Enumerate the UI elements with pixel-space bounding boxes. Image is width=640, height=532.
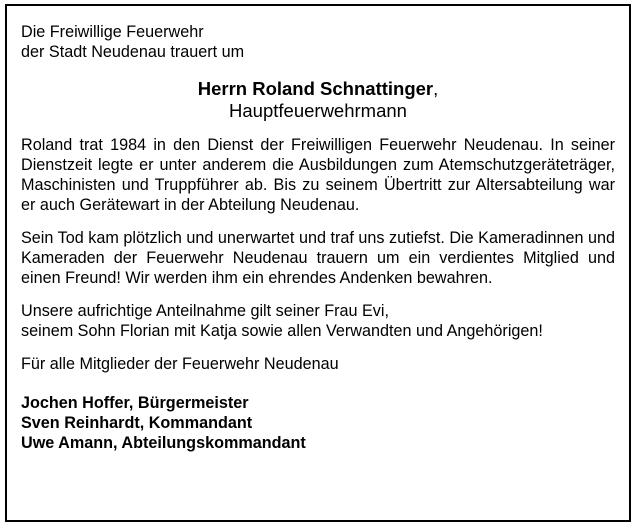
deceased-rank: Hauptfeuerwehrmann	[229, 100, 407, 121]
signatory-section-commander: Uwe Amann, Abteilungskommandant	[21, 434, 306, 452]
intro-line-2: der Stadt Neudenau trauert um	[21, 43, 245, 61]
closing-line: Für alle Mitglieder der Feuerwehr Neudenau	[21, 355, 339, 373]
deceased-heading	[21, 78, 615, 122]
condolence-text	[21, 301, 615, 341]
mourning-paragraph: Sein Tod kam plötzlich und unerwartet und traf uns zutiefst. Die Kameradinnen und Kameraden der Feuerwehr Neudenau trauern um ein verdientes Mitglied und einen Freund! Wir werden ihm ein ehrendes Andenken bewahren.	[21, 229, 615, 287]
intro-text	[21, 22, 615, 62]
biography-paragraph: Roland trat 1984 in den Dienst der Freiwilligen Feuerwehr Neudenau. In seiner Dienstzeit legte er unter anderem die Ausbildungen zum Atemschutzgeräteträger, Maschinisten und Truppführer ab. Bis zu seinem Übertritt zur Altersabteilung war er auch Gerätewart in der Abteilung Neudenau.	[21, 136, 615, 214]
deceased-name-comma: ,	[433, 78, 439, 99]
obituary-notice	[5, 4, 631, 522]
signatories	[21, 393, 615, 453]
signatory-mayor: Jochen Hoffer, Bürgermeister	[21, 394, 249, 412]
condolence-line-2: seinem Sohn Florian mit Katja sowie allen Verwandten und Angehörigen!	[21, 322, 543, 340]
condolence-line-1: Unsere aufrichtige Anteilnahme gilt seiner Frau Evi,	[21, 302, 389, 320]
deceased-name: Herrn Roland Schnattinger	[197, 78, 434, 99]
signatory-commander: Sven Reinhardt, Kommandant	[21, 414, 253, 432]
intro-line-1: Die Freiwillige Feuerwehr	[21, 23, 204, 41]
